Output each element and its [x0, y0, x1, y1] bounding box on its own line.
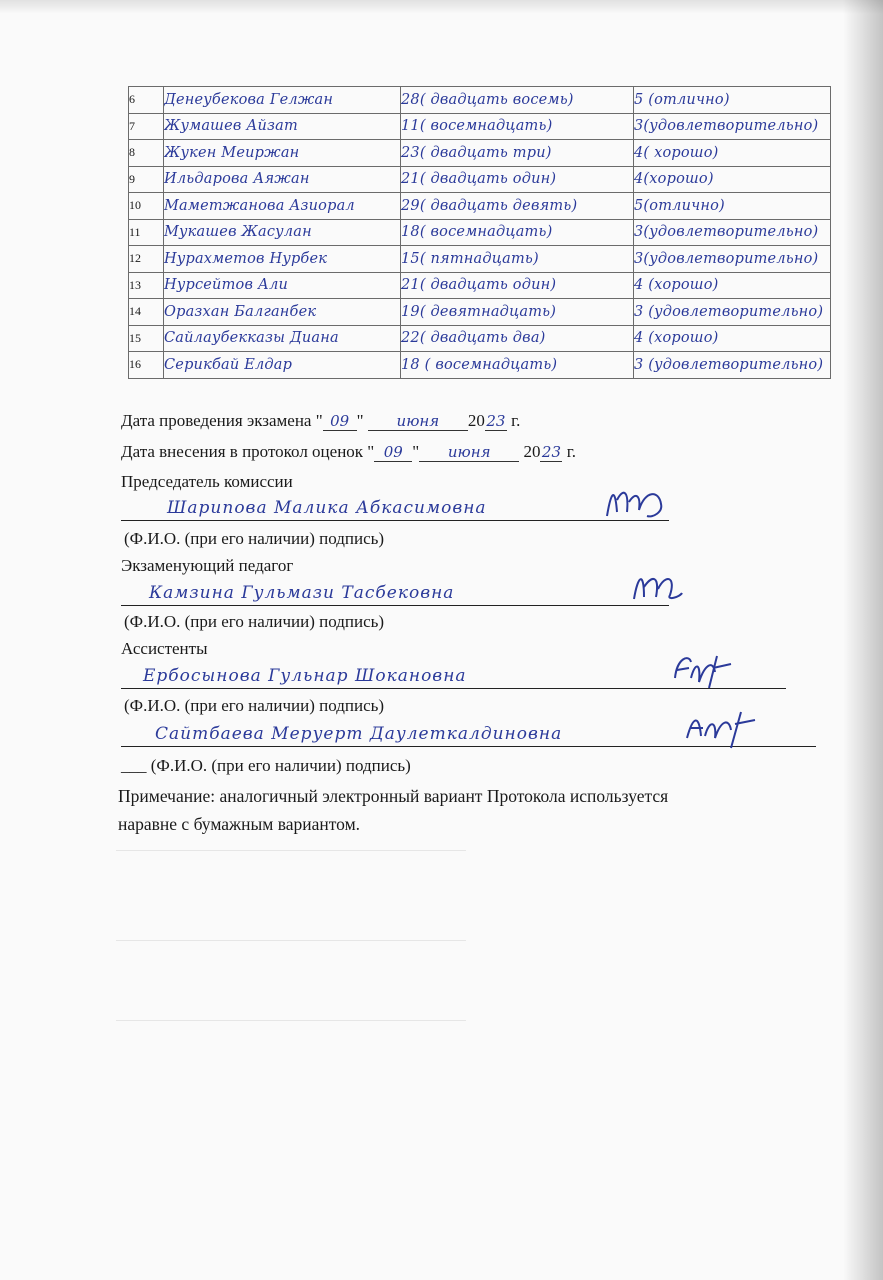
student-grade: 3(удовлетворительно)	[634, 219, 831, 246]
exam-date-month: июня	[368, 412, 468, 431]
row-number: 11	[129, 219, 164, 246]
student-grade: 5 (отлично)	[634, 87, 831, 114]
row-number: 7	[129, 113, 164, 140]
protocol-date-day: 09	[374, 443, 412, 462]
assistant-2-caption: ___ (Ф.И.О. (при его наличии) подпись)	[121, 756, 411, 775]
examiner-signature-icon	[626, 567, 686, 607]
row-number: 9	[129, 166, 164, 193]
table-row	[129, 325, 831, 352]
row-number: 16	[129, 352, 164, 379]
row-number: 13	[129, 272, 164, 299]
examiner-caption: (Ф.И.О. (при его наличии) подпись)	[124, 612, 385, 631]
student-grade: 4( хорошо)	[634, 140, 831, 167]
exam-date-suffix: г.	[506, 411, 521, 430]
protocol-date-label: Дата внесения в протокол оценок "	[121, 442, 375, 461]
student-name: Мукашев Жасулан	[164, 219, 401, 246]
note-line-1: Примечание: аналогичный электронный вариант Протокола используется	[118, 786, 669, 806]
exam-date-quote: "	[356, 411, 364, 430]
examiner-title: Экзаменующий педагог	[121, 556, 294, 575]
student-name: Оразхан Балганбек	[164, 299, 401, 326]
student-grade: 3(удовлетворительно)	[634, 113, 831, 140]
scan-edge-shadow	[843, 0, 883, 1280]
exam-date-line	[121, 411, 520, 431]
table-row	[129, 299, 831, 326]
student-name: Ильдарова Аяжан	[164, 166, 401, 193]
student-name: Серикбай Елдар	[164, 352, 401, 379]
table-row	[129, 272, 831, 299]
exam-date-day: 09	[323, 412, 357, 431]
student-grade: 3 (удовлетворительно)	[634, 352, 831, 379]
row-number: 10	[129, 193, 164, 220]
student-name: Нурахметов Нурбек	[164, 246, 401, 273]
protocol-date-month: июня	[419, 443, 519, 462]
chairman-signature-icon	[601, 482, 671, 522]
exam-date-label: Дата проведения экзамена "	[121, 411, 323, 430]
student-score: 15( пятнадцать)	[401, 246, 634, 273]
student-score: 23( двадцать три)	[401, 140, 634, 167]
student-score: 21( двадцать один)	[401, 272, 634, 299]
protocol-date-line	[121, 442, 576, 462]
assistant-1-signature-icon	[669, 648, 739, 690]
table-row	[129, 246, 831, 273]
student-grade: 5(отлично)	[634, 193, 831, 220]
protocol-date-year-suffix: 23	[541, 443, 561, 461]
student-score: 18( восемнадцать)	[401, 219, 634, 246]
chairman-caption: (Ф.И.О. (при его наличии) подпись)	[124, 529, 385, 548]
protocol-date-quote: "	[412, 442, 420, 461]
assistant-2-signature-icon	[681, 706, 761, 750]
exam-date-year-prefix: 20	[467, 411, 485, 430]
examiner-name: Камзина Гульмази Тасбековна	[149, 583, 455, 603]
table-row	[129, 219, 831, 246]
row-number: 12	[129, 246, 164, 273]
assistant-1-caption: (Ф.И.О. (при его наличии) подпись)	[124, 696, 385, 715]
student-grade: 3 (удовлетворительно)	[634, 299, 831, 326]
table-row	[129, 166, 831, 193]
chairman-title: Председатель комиссии	[121, 472, 293, 491]
row-number: 15	[129, 325, 164, 352]
student-score: 21( двадцать один)	[401, 166, 634, 193]
student-name: Нурсейтов Али	[164, 272, 401, 299]
student-grade: 4 (хорошо)	[634, 325, 831, 352]
chairman-signature-line	[121, 496, 669, 521]
assistant-2-name: Сайтбаева Меруерт Даулеткалдиновна	[155, 724, 563, 744]
scan-top-shadow	[0, 0, 883, 14]
examiner-signature-line	[121, 581, 669, 606]
assistant-1-name: Ербосынова Гульнар Шокановна	[143, 666, 467, 686]
student-name: Маметжанова Азиорал	[164, 193, 401, 220]
student-score: 11( восемнадцать)	[401, 113, 634, 140]
table-row	[129, 140, 831, 167]
assistant-2-signature-line	[121, 722, 816, 747]
chairman-name: Шарипова Малика Абкасимовна	[167, 498, 487, 518]
student-name: Денеубекова Гелжан	[164, 87, 401, 114]
student-score: 22( двадцать два)	[401, 325, 634, 352]
student-grade: 3(удовлетворительно)	[634, 246, 831, 273]
row-number: 8	[129, 140, 164, 167]
exam-date-year-suffix: 23	[486, 412, 506, 430]
assistant-1-signature-line	[121, 664, 786, 689]
student-score: 19( девятнадцать)	[401, 299, 634, 326]
student-score: 28( двадцать восемь)	[401, 87, 634, 114]
grades-table	[128, 86, 831, 379]
row-number: 6	[129, 87, 164, 114]
student-name: Жумашев Айзат	[164, 113, 401, 140]
protocol-date-year-prefix: 20	[523, 442, 541, 461]
student-grade: 4(хорошо)	[634, 166, 831, 193]
student-name: Сайлаубекказы Диана	[164, 325, 401, 352]
table-row	[129, 352, 831, 379]
table-row	[129, 113, 831, 140]
student-score: 29( двадцать девять)	[401, 193, 634, 220]
student-score: 18 ( восемнадцать)	[401, 352, 634, 379]
protocol-date-suffix: г.	[562, 442, 577, 461]
row-number: 14	[129, 299, 164, 326]
student-name: Жукен Меиржан	[164, 140, 401, 167]
table-row	[129, 87, 831, 114]
note-line-2: наравне с бумажным вариантом.	[118, 814, 361, 834]
assistants-title: Ассистенты	[121, 639, 208, 658]
table-row	[129, 193, 831, 220]
student-grade: 4 (хорошо)	[634, 272, 831, 299]
